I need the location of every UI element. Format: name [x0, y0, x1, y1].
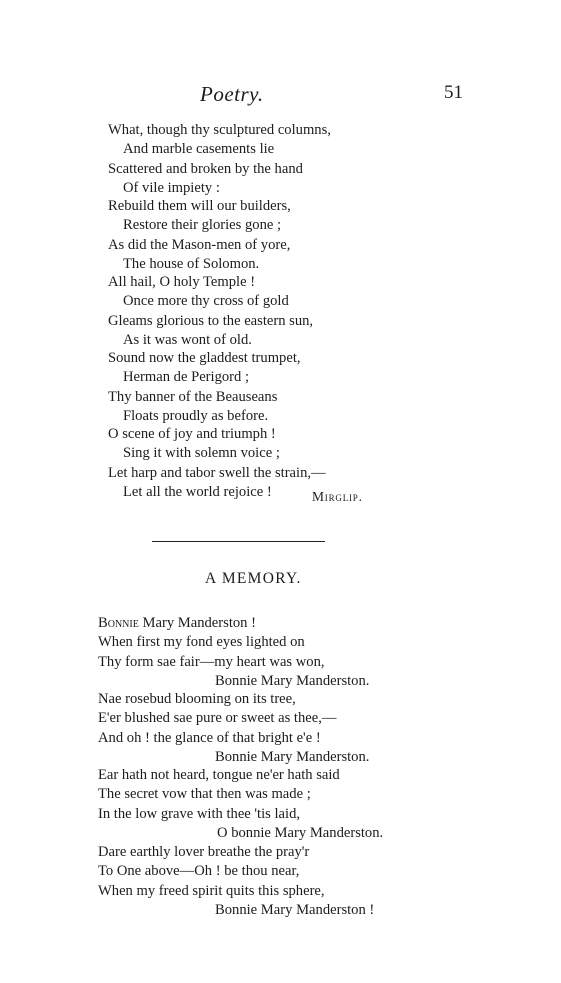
poem-line: Scattered and broken by the hand	[108, 160, 303, 177]
poem-line: Once more thy cross of gold	[123, 293, 289, 310]
poem-line: Sing it with solemn voice ;	[123, 445, 280, 462]
poem-line: As it was wont of old.	[123, 331, 252, 348]
poem-line: The house of Solomon.	[123, 255, 260, 272]
page-number: 51	[444, 82, 463, 103]
poem-refrain: Bonnie Mary Manderston !	[215, 901, 375, 918]
poem-line: To One above—Oh ! be thou near,	[98, 863, 300, 880]
poem2-stanza-4	[98, 843, 374, 920]
poem1-stanza-2	[108, 197, 291, 274]
poem-line: When my freed spirit quits this sphere,	[98, 882, 325, 899]
poem-line: Floats proudly as before.	[123, 407, 269, 424]
poem-line-text: Mary Manderston !	[142, 615, 256, 631]
poem1-stanza-3	[108, 273, 313, 350]
opening-word: Bonnie	[98, 615, 139, 631]
poem-line: Restore their glories gone ;	[123, 217, 282, 234]
running-head: Poetry.	[200, 82, 264, 106]
poem-line: O scene of joy and triumph !	[108, 426, 276, 442]
poem-line: Let all the world rejoice !	[123, 483, 272, 500]
poem1-stanza-1	[108, 121, 331, 198]
poem-line: As did the Mason-men of yore,	[108, 236, 291, 253]
poem2-stanza-3	[98, 766, 383, 843]
poem-line: Nae rosebud blooming on its tree,	[98, 691, 296, 707]
poem-title: A MEMORY.	[205, 570, 302, 587]
poem-line: Let harp and tabor swell the strain,—	[108, 464, 326, 481]
poem-line: All hail, O holy Temple !	[108, 274, 256, 290]
poem-line: Herman de Perigord ;	[123, 369, 250, 386]
poem-line: Of vile impiety :	[123, 179, 220, 196]
poem1-stanza-5	[108, 425, 326, 502]
poem-line: Ear hath not heard, tongue ne'er hath said	[98, 767, 340, 783]
poem-line: Thy form sae fair—my heart was won,	[98, 653, 325, 670]
poem-line: Dare earthly lover breathe the pray'r	[98, 844, 310, 860]
poem-line: When first my fond eyes lighted on	[98, 634, 305, 651]
poem1-stanza-4	[108, 349, 301, 426]
poem-line: Gleams glorious to the eastern sun,	[108, 312, 314, 329]
poem-signature: Mirglip.	[312, 489, 363, 504]
poem-refrain: O bonnie Mary Manderston.	[217, 824, 384, 841]
poem-refrain: Bonnie Mary Manderston.	[215, 748, 370, 765]
poem-line: And marble casements lie	[123, 141, 275, 158]
poem-line: Thy banner of the Beauseans	[108, 388, 278, 405]
poem-line: And oh ! the glance of that bright e'e !	[98, 729, 321, 746]
poem-line	[98, 614, 369, 633]
poem-line: E'er blushed sae pure or sweet as thee,—	[98, 710, 337, 727]
poem-line: What, though thy sculptured columns,	[108, 122, 331, 138]
poem2-stanza-2	[98, 690, 369, 767]
poem-line: Rebuild them will our builders,	[108, 198, 291, 214]
poem-line: Sound now the gladdest trumpet,	[108, 350, 301, 366]
poem-line: The secret vow that then was made ;	[98, 786, 311, 803]
poem2-stanza-1	[98, 614, 369, 691]
poem-refrain: Bonnie Mary Manderston.	[215, 672, 370, 689]
section-divider	[152, 541, 325, 542]
poem-line: In the low grave with thee 'tis laid,	[98, 805, 301, 822]
